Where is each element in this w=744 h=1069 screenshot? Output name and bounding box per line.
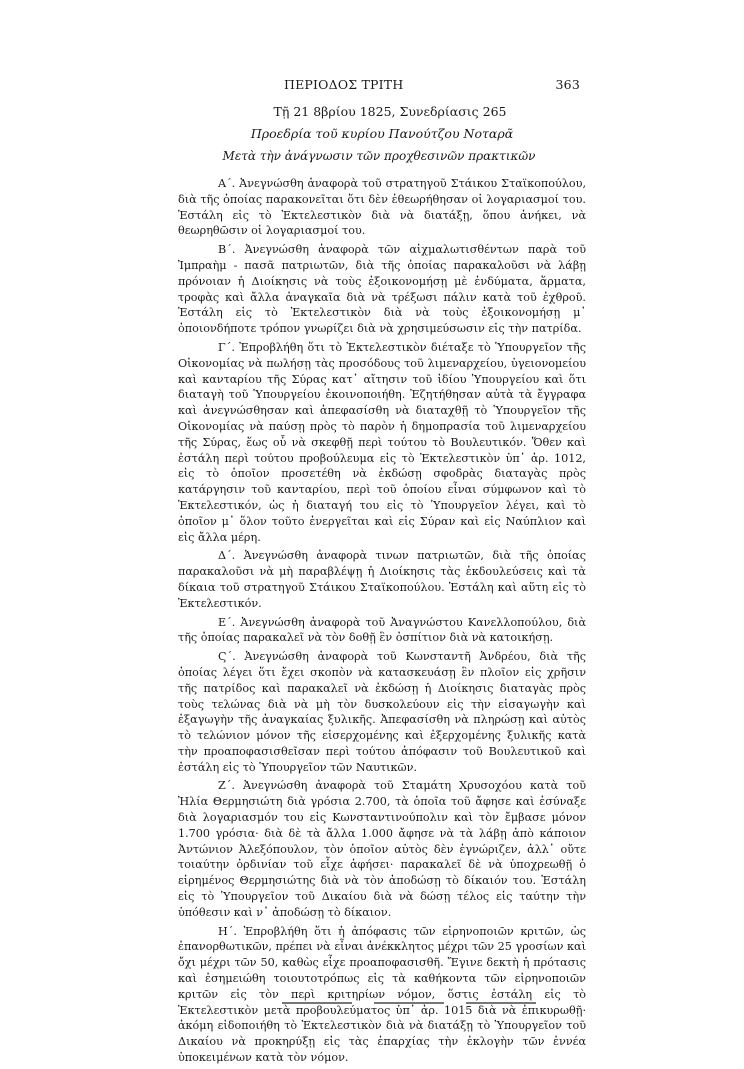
footer-dash bbox=[282, 1002, 352, 1004]
session-heading bbox=[0, 101, 744, 167]
running-title: ΠΕΡΙΟΔΟΣ ΤΡΙΤΗ bbox=[284, 77, 404, 92]
paragraph-c: Γ΄. Ἐπροβλήθη ὅτι τὸ Ἐκτελεστικὸν διέταξε τὸ Ὑπουργεῖον τῆς Οἰκονομίας νὰ πωλήσῃ τὰς προσόδους τοῦ λιμεναρχείου, ὑγειονομείου καὶ κανταρίου τῆς Σύρας κατ᾽ αἴτησιν τοῦ ἰδίου Ὑπουργείου καὶ ὅτι διαταγὴ τοῦ Ὑπουργείου ἐκοινοποιήθη. Ἐζητήθησαν αὐτὰ τὰ ἔγγραφα καὶ ἀνεγνώσθησαν καὶ ἀπεφασίσθη νὰ διαταχθῇ τὸ Ὑπουργεῖον τῆς Οἰκονομίας νὰ παύσῃ πρὸς τὸ παρὸν ἡ δημοπρασία τοῦ λιμεναρχείου τῆς Σύρας, ἕως οὗ νὰ σκεφθῇ περὶ τούτου τὸ Βουλευτικόν. Ὅθεν καὶ ἐστάλη περὶ τούτου προβούλευμα εἰς τὸ Ἐκτελεστικὸν ὑπ᾽ ἀρ. 1012, εἰς τὸ ὁποῖον προσετέθη νὰ ἐκδώσῃ σφοδρὰς διαταγὰς πρὸς κατάργησιν τοῦ κανταρίου, περὶ τοῦ ὁποίου εἶναι σύμφωνον καὶ τὸ Ἐκτελεστικόν, ὡς ἡ διαταγή του εἰς τὸ Ὑπουργεῖον λέγει, καὶ τὸ ὁποῖον μ᾽ ὅλον τοῦτο ἐνεργεῖται καὶ εἰς Σύραν καὶ εἰς Ναύπλιον καὶ εἰς ἄλλα μέρη. bbox=[178, 340, 586, 544]
paragraph-a: Α΄. Ἀνεγνώσθη ἀναφορὰ τοῦ στρατηγοῦ Στάικου Σταϊκοπούλου, διὰ τῆς ὁποίας παρακονεῖται ὅτι δὲν ἐθεωρήθησαν οἱ λογαριασμοί του. Ἐστάλη εἰς τὸ Ἐκτελεστικὸν διὰ νὰ διατάξῃ, ὅπου ἀνήκει, νὰ θεωρηθῶσιν οἱ λογαριασμοί του. bbox=[178, 177, 586, 238]
footer-dash bbox=[374, 1002, 444, 1004]
paragraph-b: Β΄. Ἀνεγνώσθη ἀναφορὰ τῶν αἰχμαλωτισθέντων παρὰ τοῦ Ἰμπραὴμ - πασᾶ πατριωτῶν, διὰ τῆς ὁποίας παρακαλοῦσι νὰ λάβῃ πρόνοιαν ἡ Διοίκησις νὰ τοὺς ἐξοικονομήσῃ μὲ ἐνδύματα, ἅρματα, τροφὰς καὶ ἄλλα ἀναγκαῖα διὰ νὰ τρέξωσι πάλιν κατὰ τοῦ ἐχθροῦ. Ἐστάλη εἰς τὸ Ἐκτελεστικὸν διὰ νὰ τοὺς ἐξοικονομήσῃ μ᾽ ὁποιονδήποτε τρόπον γνωρίζει διὰ νὰ χρησιμεύσωσιν εἰς τὴν πατρίδα. bbox=[178, 243, 586, 336]
paragraph-h: Η΄. Ἐπροβλήθη ὅτι ἡ ἀπόφασις τῶν εἰρηνοποιῶν κριτῶν, ὡς ἐπανορθωτικῶν, πρέπει νὰ εἶναι ἀνέκκλητος μέχρι τῶν 25 γροσίων καὶ ὄχι μέχρι τῶν 50, καθὼς εἶχε προαποφασισθῆ. Ἔγινε δεκτὴ ἡ πρότασις καὶ ἐσημειώθη τοιουτοτρόπως εἰς τὰ καθήκοντα τῶν εἰρηνοποιῶν κριτῶν εἰς τὸν περὶ κριτηρίων νόμον, ὅστις ἐστάλη εἰς τὸ Ἐκτελεστικὸν μετὰ προβουλεύματος ὑπ᾽ ἀρ. 1015 διὰ νὰ ἐπικυρωθῇ· ἀκόμη εἰδοποιήθη τὸ Ἐκτελεστικὸν διὰ νὰ διατάξῃ τὸ Ὑπουργεῖον τοῦ Δικαίου νὰ προκηρύξῃ εἰς τὰς ἐπαρχίας τὴν ἐκλογὴν τῶν ἐννέα ὑποκειμένων κατὰ τὸν νόμον. bbox=[178, 924, 586, 1065]
footer-divider bbox=[282, 1002, 582, 1004]
paragraph-e: Ε΄. Ἀνεγνώσθη ἀναφορὰ τοῦ Ἀναγνώστου Κανελλοπούλου, διὰ τῆς ὁποίας παρακαλεῖ νὰ τὸν δοθῇ ἓν ὀσπίτιον διὰ νὰ κατοικήσῃ. bbox=[178, 615, 586, 645]
body-text bbox=[178, 176, 586, 1069]
page-number: 363 bbox=[555, 77, 580, 92]
paragraph-st: Ϛ΄. Ἀνεγνώσθη ἀναφορὰ τοῦ Κωνσταντῆ Ἀνδρέου, διὰ τῆς ὁποίας λέγει ὅτι ἔχει σκοπὸν νὰ κατασκευάσῃ ἓν πλοῖον εἰς χρῆσιν τῆς πατρίδος καὶ παρακαλεῖ νὰ ἐκδώσῃ ἡ Διοίκησις διαταγὰς πρὸς τοὺς τελώνας διὰ νὰ μὴ τὸν δυσκολεύουν εἰς τὴν εἰσαγωγὴν καὶ ἐξαγωγὴν τῆς ἀναγκαίας ξυλικῆς. Ἀπεφασίσθη νὰ πληρώσῃ καὶ αὐτὸς τὸ τελώνιον μόνον τῆς εἰσερχομένης καὶ ἐξερχομένης ξυλικῆς κατὰ τὴν προαποφασισθεῖσαν περὶ τούτου ἀπόφασιν τοῦ Βουλευτικοῦ καὶ ἐστάλη εἰς τὸ Ὑπουργεῖον τῶν Ναυτικῶν. bbox=[178, 650, 586, 774]
presidency-line: Προεδρία τοῦ κυρίου Πανούτζου Νοταρᾶ bbox=[250, 126, 514, 141]
session-date-line: Τῇ 21 8βρίου 1825, Συνεδρίασις 265 bbox=[273, 104, 507, 119]
paragraph-d: Δ΄. Ἀνεγνώσθη ἀναφορὰ τινων πατριωτῶν, διὰ τῆς ὁποίας παρακαλοῦσι νὰ μὴ παραβλέψῃ ἡ Διοίκησις τὰς ἐκδουλεύσεις καὶ τὰ δίκαια τοῦ στρατηγοῦ Στάικου Σταϊκοπούλου. Ἐστάλη καὶ αὕτη εἰς τὸ Ἐκτελεστικόν. bbox=[178, 549, 586, 610]
minutes-reading-line: Μετὰ τὴν ἀνάγνωσιν τῶν προχθεσινῶν πρακτικῶν bbox=[222, 149, 536, 163]
paragraph-z: Ζ΄. Ἀνεγνώσθη ἀναφορὰ τοῦ Σταμάτη Χρυσοχόου κατὰ τοῦ Ἠλία Θερμησιώτη διὰ γρόσια 2.700, τὰ ὁποῖα τοῦ ἄφησε καὶ ἐσύναξε διὰ λογαριασμόν του εἰς Κωνσταντινούπολιν καὶ τὸν ἔμβασε μόνον 1.700 γρόσια· διὰ δὲ τὰ ἄλλα 1.000 ἄφησε νὰ τὰ λάβῃ ἀπὸ κάποιον Ἀντώνιον Ἀλεξόπουλον, τὸν ὁποῖον αὐτὸς δὲν ἐγνώριζεν, ἀλλ᾽ οὔτε τοιαύτην ὀρδινίαν τοῦ εἶχε ἀφήσει· παρακαλεῖ δὲ νὰ ὑποχρεωθῇ ὁ εἰρημένος Θερμησιώτης διὰ νὰ τὸν ἀποδώσῃ τὸ δίκαιόν του. Ἐστάλη εἰς τὸ Ὑπουργεῖον τοῦ Δικαίου διὰ νὰ δώσῃ τέλος εἰς ταύτην τὴν ὑπόθεσιν καὶ ν᾽ ἀποδώσῃ τὸ δίκαιον. bbox=[178, 779, 586, 919]
footer-dash bbox=[466, 1002, 536, 1004]
